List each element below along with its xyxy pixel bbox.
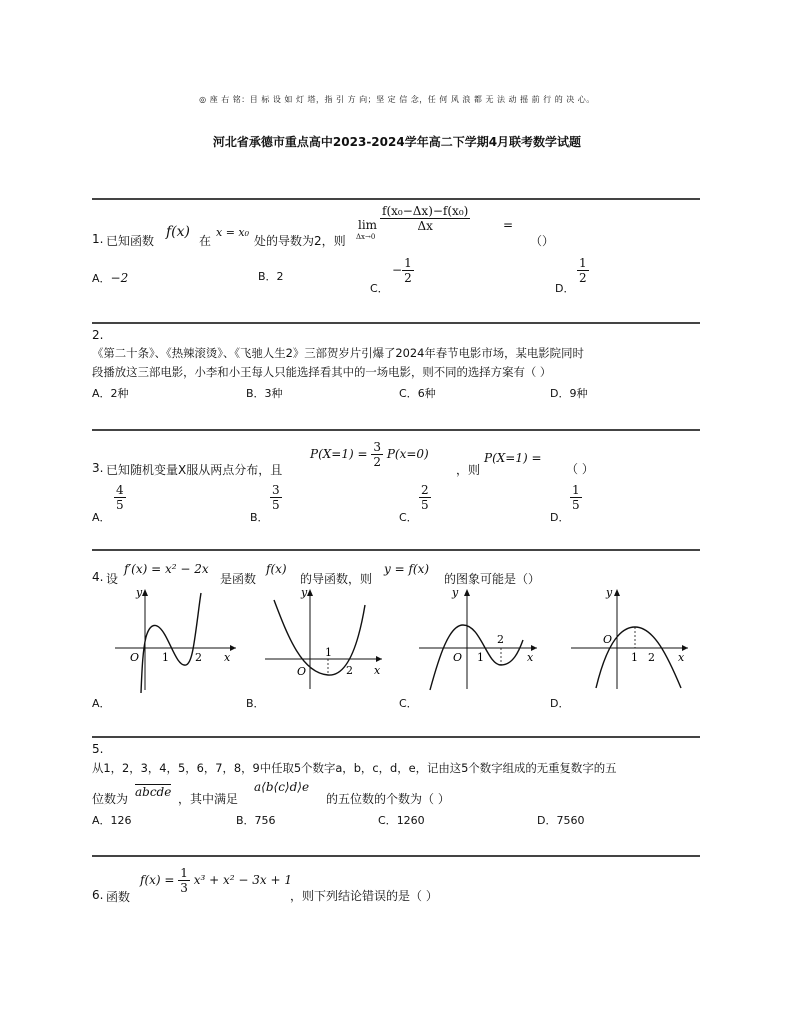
y-axis-arrow [464, 589, 470, 596]
q4-text-b: 是函数 [220, 572, 257, 586]
q1-text-c: 处的导数为2，则 [254, 234, 346, 248]
origin-label: O [603, 633, 613, 646]
q3-option-c-label[interactable]: C． [399, 511, 418, 524]
y-label: y [452, 586, 459, 599]
x-label: x [527, 651, 534, 664]
q4-graph-b[interactable] [262, 585, 392, 695]
q3-text-a: 已知随机变量X服从两点分布，且 [106, 463, 283, 477]
q2-option-d[interactable]: D．9种 [550, 387, 588, 400]
q3-number: 3. [92, 461, 104, 475]
page-title: 河北省承德市重点高中2023-2024学年高二下学期4月联考数学试题 [212, 135, 582, 149]
q1-lim-sub: Δx→0 [356, 233, 376, 241]
q5-line-1: 从1，2，3，4，5，6，7，8，9中任取5个数字a，b，c，d，e，记由这5个数字组成的无重复数字的五 [92, 761, 617, 775]
q2-number: 2. [92, 328, 104, 342]
q4-option-c[interactable]: C． [399, 697, 418, 710]
y-label: y [301, 586, 308, 599]
q6-text-a: 函数 [106, 890, 131, 904]
divider [92, 322, 700, 324]
q4-derivative: f′(x) = x² − 2x [124, 562, 209, 576]
q1-option-b[interactable]: B．2 [258, 270, 284, 283]
q2-option-b[interactable]: B．3种 [246, 387, 283, 400]
q2-line-1: 《第二十条》、《热辣滚烫》、《飞驰人生2》三部贺岁片引爆了2024年春节电影市场，某电影院同时 [92, 346, 584, 360]
q1-denominator: Δx [417, 219, 433, 233]
x-axis-arrow [230, 645, 236, 651]
tick-1: 1 [325, 646, 332, 659]
q3-option-d-value: $\frac{1}{5}$ [572, 483, 580, 512]
divider [92, 855, 700, 857]
x-axis-arrow [376, 656, 382, 662]
q1-text-b: 在 [199, 234, 212, 248]
divider [92, 549, 700, 551]
divider [92, 429, 700, 431]
q5-abcde: abcde [135, 785, 172, 799]
q6-function: f(x) = $\frac{1}{3}$ x³ + x² − 3x + 1 [140, 866, 292, 895]
q3-expression: P(X=1) = $\frac{3}{2}$ P(x=0) [310, 440, 429, 469]
y-axis-arrow [614, 589, 620, 596]
q5-number: 5. [92, 742, 104, 756]
q1-option-c-value: − $\frac{1}{2}$ [392, 256, 412, 285]
q5-text-c: 的五位数的个数为（ ） [326, 792, 450, 806]
q4-text-a: 设 [106, 572, 119, 586]
origin-label: O [297, 665, 307, 678]
q4-graph-c[interactable] [415, 585, 545, 695]
q1-text-a: 已知函数 [106, 234, 155, 248]
q4-text-c: 的导函数，则 [300, 572, 373, 586]
tick-2: 2 [648, 651, 655, 664]
q4-option-a[interactable]: A． [92, 697, 111, 710]
tick-2: 2 [195, 651, 202, 664]
tick-2: 2 [346, 664, 353, 677]
q5-text-a: 位数为 [92, 792, 129, 806]
q1-numerator: f(x₀−Δx)−f(x₀) [382, 204, 469, 218]
origin-label: O [453, 651, 463, 664]
q6-number: 6. [92, 888, 104, 902]
q1-fraction [380, 204, 470, 233]
y-label: y [606, 586, 613, 599]
tick-1: 1 [477, 651, 484, 664]
q5-option-d[interactable]: D．7560 [537, 814, 585, 827]
origin-label: O [130, 651, 140, 664]
q6-text-b: ，则下列结论错误的是（ ） [290, 889, 438, 903]
q5-option-c[interactable]: C．1260 [378, 814, 425, 827]
q1-option-a[interactable]: A．−2 [92, 271, 129, 285]
q3-expression-2: P(X=1) = [484, 451, 542, 465]
q4-option-d[interactable]: D． [550, 697, 570, 710]
q5-option-a[interactable]: A．126 [92, 814, 132, 827]
y-label: y [136, 586, 143, 599]
q1-paren: （） [530, 234, 555, 248]
q1-xeq: x = x₀ [216, 226, 250, 239]
q2-option-c[interactable]: C．6种 [399, 387, 436, 400]
q3-paren: （ ） [566, 462, 594, 476]
tick-1: 1 [162, 651, 169, 664]
curve [141, 593, 201, 693]
y-axis-arrow [142, 589, 148, 596]
q5-option-b[interactable]: B．756 [236, 814, 276, 827]
q2-option-a[interactable]: A．2种 [92, 387, 129, 400]
motto: ◎ 座 右 铭：目 标 设 如 灯 塔，指 引 方 向；坚 定 信 念，任 何 风 浪 都 无 法 动 摇 前 行 的 决 心。 [199, 95, 595, 104]
q3-option-d-label[interactable]: D． [550, 511, 570, 524]
q5-condition: a⟨b⟨c⟩d⟩e [254, 780, 310, 794]
q1-number: 1. [92, 232, 104, 246]
y-axis-arrow [307, 589, 313, 596]
q1-option-d-label[interactable]: D． [555, 282, 575, 295]
q3-option-a-label[interactable]: A． [92, 511, 111, 524]
q1-option-d-value: $\frac{1}{2}$ [579, 256, 587, 285]
q1-eq: = [503, 218, 514, 232]
q5-text-b: ，其中满足 [178, 792, 239, 806]
q1-fx: f(x) [166, 224, 191, 240]
q4-yfx: y = f(x) [384, 562, 430, 576]
q4-graph-a[interactable] [110, 585, 240, 695]
divider [92, 198, 700, 200]
x-label: x [374, 664, 381, 677]
q4-number: 4. [92, 570, 104, 584]
q1-lim: lim [358, 218, 378, 232]
x-label: x [678, 651, 685, 664]
divider [92, 736, 700, 738]
q2-line-2: 段播放这三部电影，小李和小王每人只能选择看其中的一场电影，则不同的选择方案有（ ） [92, 365, 552, 379]
x-label: x [224, 651, 231, 664]
q3-option-b-value: $\frac{3}{5}$ [272, 483, 280, 512]
q3-option-b-label[interactable]: B． [250, 511, 269, 524]
q3-text-b: ，则 [456, 463, 481, 477]
q4-text-d: 的图象可能是（） [444, 572, 541, 586]
tick-2: 2 [497, 633, 504, 646]
q4-graph-d[interactable] [568, 585, 698, 695]
q3-option-c-value: $\frac{2}{5}$ [421, 483, 429, 512]
q4-fx: f(x) [266, 562, 287, 576]
tick-1: 1 [631, 651, 638, 664]
q4-option-b[interactable]: B． [246, 697, 265, 710]
q3-option-a-value: $\frac{4}{5}$ [116, 483, 124, 512]
q1-option-c-label[interactable]: C． [370, 282, 389, 295]
